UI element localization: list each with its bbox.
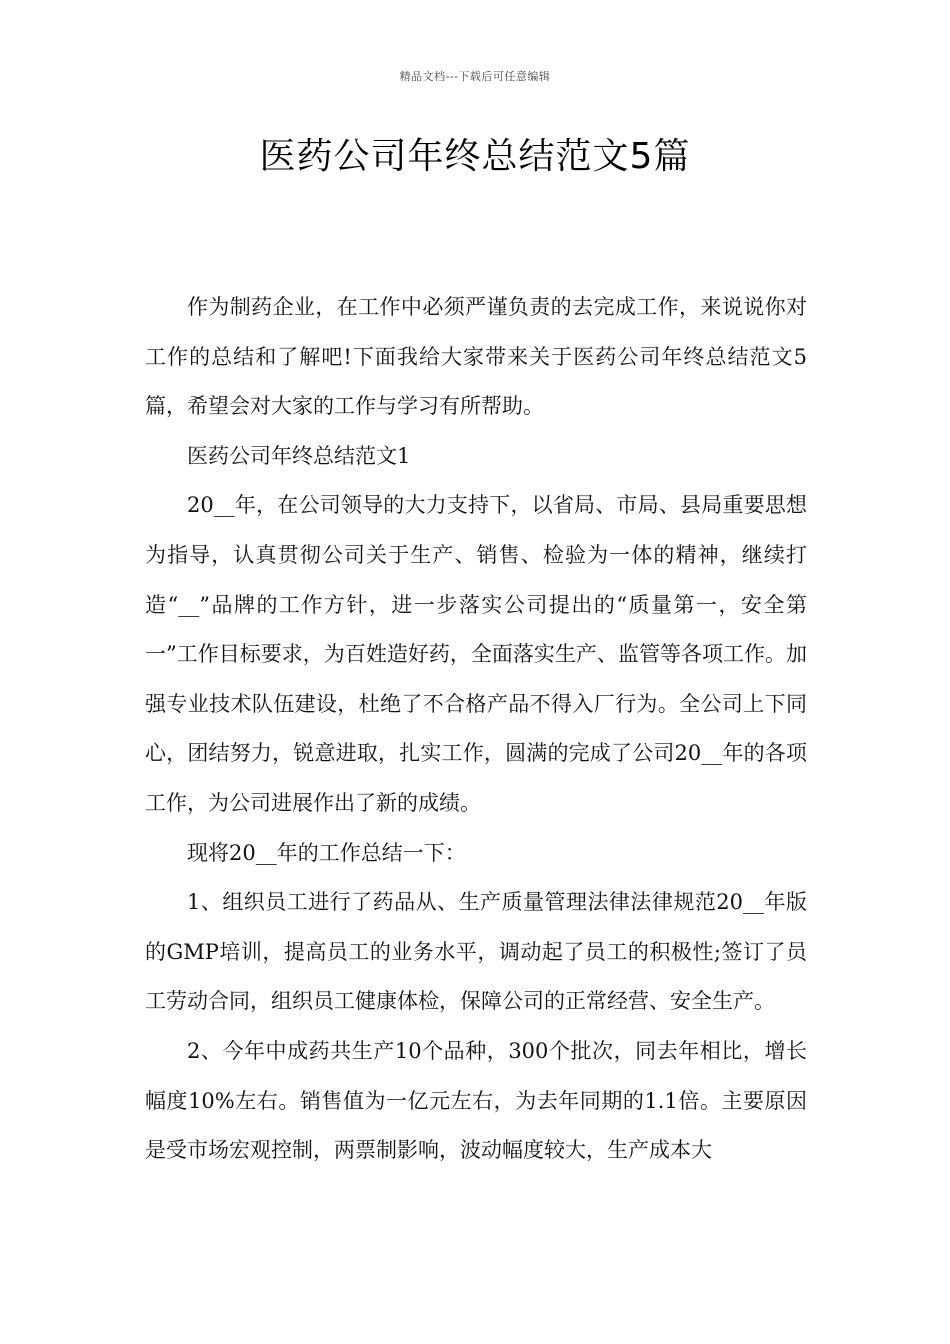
list-item: 2、今年中成药共生产10个品种，300个批次，同去年相比，增长幅度10%左右。销售值为一亿元左右，为去年同期的1.1倍。主要原因是受市场宏观控制，两票制影响，波动幅度较大，生产成本大	[145, 1038, 807, 1163]
list-item: 1、组织员工进行了药品从、生产质量管理法律法律规范20__年版的GMP培训，提高员工的业务水平，调动起了员工的积极性;签订了员工劳动合同，组织员工健康体检，保障公司的正常经营、安全生产。	[145, 890, 807, 1014]
body-paragraph: 20__年，在公司领导的大力支持下，以省局、市局、县局重要思想为指导，认真贯彻公司关于生产、销售、检验为一体的精神，继续打造“__”品牌的工作方针，进一步落实公司提出的“质量第一，安全第一”工作目标要求，为百姓造好药，全面落实生产、监管等各项工作。加强专业技术队伍建设，杜绝了不合格产品不得入厂行为。全公司上下同心，团结努力，锐意进取，扎实工作，圆满的完成了公司20__年的各项工作，为公司进展作出了新的成绩。	[145, 493, 807, 815]
body-paragraph: 现将20__年的工作总结一下：	[187, 840, 466, 865]
document-title: 医药公司年终总结范文5篇	[259, 136, 691, 177]
intro-paragraph: 作为制药企业，在工作中必须严谨负责的去完成工作，来说说你对工作的总结和了解吧!下面我给大家带来关于医药公司年终总结范文5篇，希望会对大家的工作与学习有所帮助。	[145, 295, 807, 419]
header-note: 精品文档---下载后可任意编辑	[399, 70, 551, 83]
document-body	[145, 283, 807, 1176]
section-heading: 医药公司年终总结范文1	[187, 443, 411, 468]
